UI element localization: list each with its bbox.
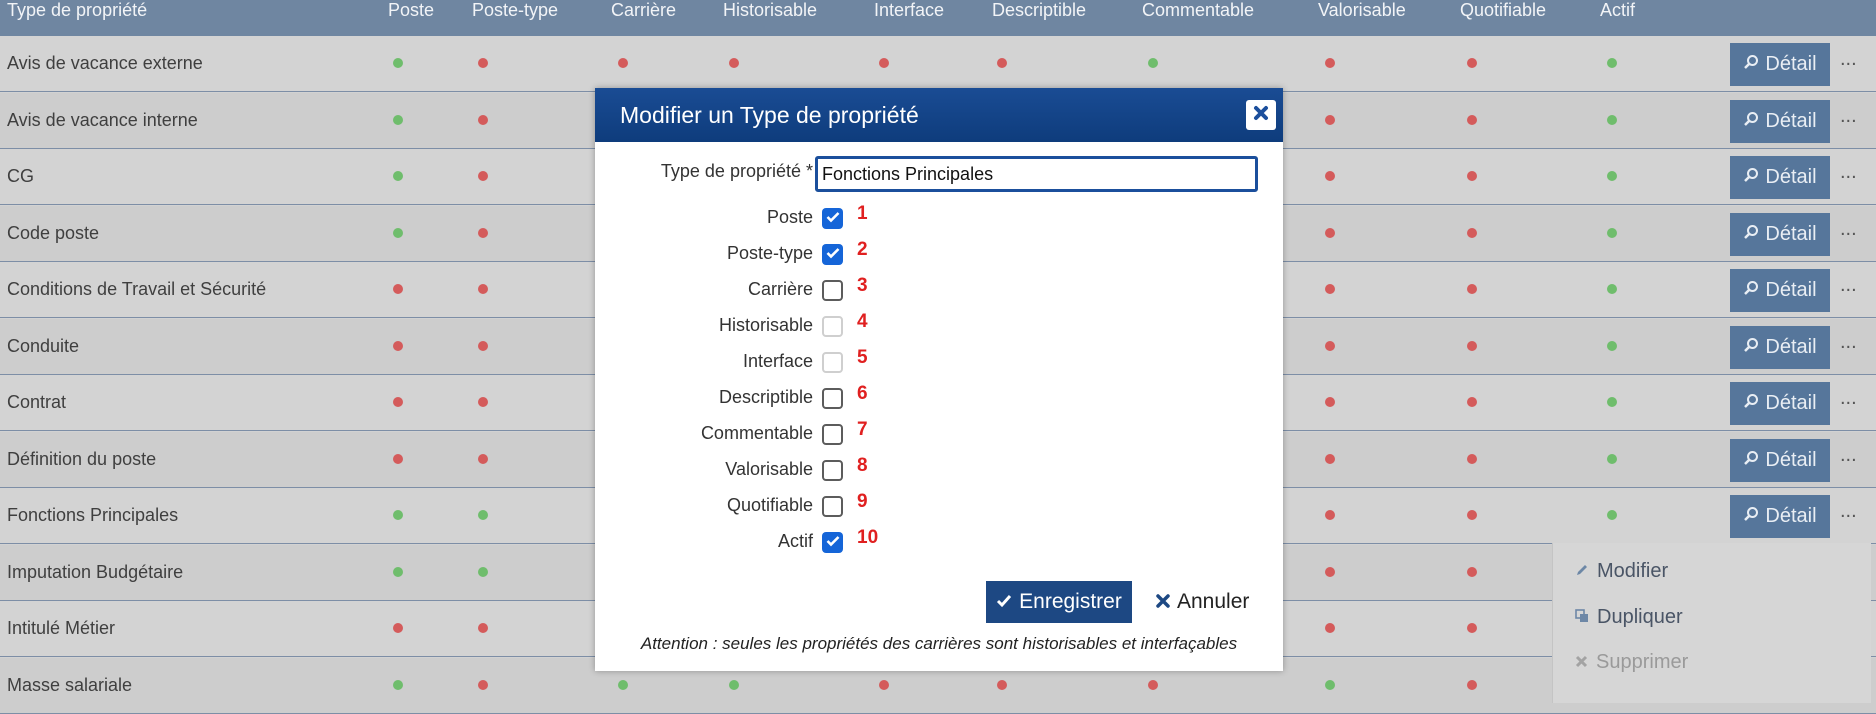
flag-checkbox[interactable]: [822, 244, 843, 265]
more-options-button[interactable]: ...: [1840, 387, 1857, 409]
status-dot-active: [1607, 228, 1617, 238]
status-dot-inactive: [1325, 510, 1335, 520]
row-context-menu: [1552, 543, 1871, 703]
x-icon: [1575, 651, 1588, 674]
row-name: Définition du poste: [7, 448, 157, 469]
flag-checkbox[interactable]: [822, 208, 843, 229]
flag-label: Descriptible: [718, 387, 813, 407]
more-options-button[interactable]: ...: [1840, 217, 1857, 240]
annotation-number: 6: [857, 383, 868, 404]
search-icon: [1743, 505, 1759, 528]
status-dot-inactive: [393, 623, 403, 633]
checkmark-icon: [826, 210, 840, 228]
table-header: [0, 0, 1876, 37]
row-name: Imputation Budgétaire: [7, 561, 184, 582]
annotation-number: 9: [857, 491, 868, 512]
status-dot-inactive: [1467, 454, 1477, 464]
status-dot-inactive: [997, 58, 1007, 68]
row-name: CG: [7, 166, 34, 186]
status-dot-inactive: [478, 171, 488, 181]
status-dot-active: [1607, 341, 1617, 351]
detail-button-label: Détail: [1765, 448, 1817, 471]
detail-button[interactable]: [1730, 269, 1830, 312]
checkmark-icon: [826, 246, 840, 264]
search-icon: [1743, 392, 1759, 415]
status-dot-inactive: [393, 284, 403, 294]
row-name: Conditions de Travail et Sécurité: [7, 279, 267, 299]
table-row[interactable]: [0, 36, 1876, 92]
cancel-button-label: Annuler: [1177, 590, 1250, 613]
detail-button-label: Détail: [1765, 392, 1817, 414]
menu-item-modify-label: Modifier: [1597, 560, 1669, 582]
status-dot-active: [393, 171, 403, 181]
status-dot-inactive: [1325, 58, 1335, 68]
check-icon: [996, 590, 1012, 614]
search-icon: [1743, 279, 1759, 302]
detail-button-label: Détail: [1765, 109, 1817, 132]
status-dot-active: [1607, 510, 1617, 520]
status-dot-inactive: [478, 115, 488, 125]
property-type-name-input[interactable]: [815, 156, 1258, 192]
status-dot-inactive: [1325, 171, 1335, 181]
search-icon: [1743, 223, 1759, 246]
row-name: Code poste: [7, 222, 100, 243]
status-dot-inactive: [1467, 510, 1477, 520]
detail-button[interactable]: [1730, 43, 1830, 86]
row-name: Intitulé Métier: [7, 618, 116, 638]
status-dot-inactive: [1467, 567, 1477, 577]
status-dot-inactive: [478, 680, 488, 690]
status-dot-inactive: [1467, 58, 1477, 68]
dialog-title: Modifier un Type de propriété: [620, 102, 919, 128]
detail-button[interactable]: [1730, 100, 1830, 143]
x-icon: [1156, 590, 1170, 614]
more-options-button[interactable]: ...: [1840, 443, 1857, 466]
status-dot-active: [1607, 454, 1617, 464]
dialog-warning-text: Attention : seules les propriétés des carrières sont historisables et interfaçables: [640, 634, 1238, 653]
property-type-name-label: Type de propriété *: [660, 161, 813, 181]
status-dot-inactive: [879, 58, 889, 68]
status-dot-inactive: [1467, 341, 1477, 351]
annotation-number: 4: [857, 311, 868, 332]
status-dot-active: [1607, 115, 1617, 125]
status-dot-inactive: [393, 341, 403, 351]
flag-label: Carrière: [747, 279, 813, 299]
menu-item-duplicate[interactable]: [1575, 606, 1683, 629]
status-dot-inactive: [478, 228, 488, 238]
status-dot-inactive: [478, 397, 488, 407]
status-dot-active: [618, 680, 628, 690]
menu-item-duplicate-label: Dupliquer: [1597, 606, 1683, 628]
flag-label: Valorisable: [725, 459, 813, 479]
status-dot-inactive: [729, 58, 739, 68]
status-dot-inactive: [1467, 284, 1477, 294]
more-options-button[interactable]: ...: [1840, 330, 1857, 353]
status-dot-inactive: [1467, 680, 1477, 690]
detail-button-label: Détail: [1765, 505, 1817, 527]
column-header[interactable]: Type de propriété: [7, 0, 148, 20]
dialog-header: [595, 88, 1283, 142]
flag-checkbox[interactable]: [822, 532, 843, 553]
status-dot-inactive: [1467, 115, 1477, 125]
copy-icon: [1575, 606, 1589, 629]
row-name: Conduite: [7, 335, 80, 356]
detail-button[interactable]: [1730, 495, 1830, 538]
search-icon: [1743, 53, 1759, 76]
status-dot-inactive: [478, 284, 488, 294]
status-dot-inactive: [1325, 284, 1335, 294]
detail-button[interactable]: [1730, 382, 1830, 425]
flag-label: Commentable: [700, 423, 813, 443]
status-dot-inactive: [1467, 228, 1477, 238]
annotation-number: 10: [857, 527, 879, 548]
annotation-number: 5: [857, 347, 868, 368]
status-dot-inactive: [1467, 623, 1477, 633]
annotation-number: 1: [857, 203, 868, 224]
flag-checkbox: [822, 352, 843, 373]
status-dot-active: [393, 680, 403, 690]
status-dot-inactive: [879, 680, 889, 690]
flag-checkbox[interactable]: [822, 460, 843, 481]
column-header[interactable]: Descriptible: [992, 0, 1087, 20]
detail-button-label: Détail: [1765, 166, 1817, 188]
search-icon: [1743, 449, 1759, 472]
flag-checkbox[interactable]: [822, 424, 843, 445]
flag-checkbox: [822, 316, 843, 337]
column-header[interactable]: Valorisable: [1318, 0, 1406, 20]
column-header[interactable]: Historisable: [723, 0, 818, 20]
status-dot-inactive: [1325, 623, 1335, 633]
status-dot-active: [478, 510, 488, 520]
status-dot-active: [1325, 680, 1335, 690]
more-options-button[interactable]: ...: [1840, 500, 1857, 522]
status-dot-inactive: [478, 454, 488, 464]
status-dot-inactive: [997, 680, 1007, 690]
column-header[interactable]: Quotifiable: [1460, 0, 1547, 20]
menu-item-delete[interactable]: [1575, 651, 1688, 674]
more-options-button[interactable]: ...: [1840, 161, 1857, 183]
status-dot-active: [393, 58, 403, 68]
flag-label: Poste-type: [726, 243, 813, 263]
row-name: Masse salariale: [7, 674, 133, 695]
column-header[interactable]: Carrière: [611, 0, 677, 20]
pencil-icon: [1575, 560, 1589, 583]
more-options-button[interactable]: ...: [1840, 104, 1857, 127]
save-button[interactable]: [986, 581, 1132, 623]
status-dot-active: [393, 228, 403, 238]
row-name: Contrat: [7, 392, 67, 412]
checkmark-icon: [826, 534, 840, 552]
status-dot-active: [1607, 397, 1617, 407]
detail-button[interactable]: [1730, 439, 1830, 482]
column-header[interactable]: Poste: [388, 0, 435, 20]
flag-checkbox[interactable]: [822, 280, 843, 301]
status-dot-inactive: [478, 623, 488, 633]
search-icon: [1743, 110, 1759, 133]
dialog-close-button[interactable]: [1246, 100, 1276, 130]
status-dot-inactive: [1325, 115, 1335, 125]
column-header[interactable]: Poste-type: [472, 0, 559, 20]
row-name: Fonctions Principales: [7, 505, 179, 525]
status-dot-inactive: [1467, 397, 1477, 407]
status-dot-inactive: [1148, 680, 1158, 690]
status-dot-inactive: [478, 341, 488, 351]
annotation-number: 7: [857, 419, 868, 440]
status-dot-active: [478, 567, 488, 577]
detail-button[interactable]: [1730, 156, 1830, 199]
detail-button[interactable]: [1730, 326, 1830, 369]
status-dot-active: [393, 115, 403, 125]
column-header[interactable]: Interface: [874, 0, 945, 20]
flag-label: Quotifiable: [726, 495, 813, 515]
status-dot-inactive: [1325, 341, 1335, 351]
cancel-button[interactable]: [1150, 581, 1255, 623]
annotation-number: 3: [857, 275, 868, 296]
search-icon: [1743, 336, 1759, 359]
search-icon: [1743, 166, 1759, 189]
annotation-number: 2: [857, 239, 868, 260]
menu-item-modify[interactable]: [1575, 560, 1668, 583]
flag-label: Poste: [766, 207, 813, 227]
status-dot-active: [1148, 58, 1158, 68]
close-icon: [1253, 105, 1269, 126]
status-dot-inactive: [1325, 454, 1335, 464]
menu-item-delete-label: Supprimer: [1596, 651, 1689, 673]
flag-checkbox[interactable]: [822, 388, 843, 409]
flag-label: Actif: [777, 531, 813, 551]
annotation-number: 8: [857, 455, 868, 476]
row-name: Avis de vacance externe: [7, 53, 203, 73]
flag-label: Interface: [742, 351, 813, 371]
detail-button-label: Détail: [1765, 279, 1817, 301]
flag-checkbox[interactable]: [822, 496, 843, 517]
detail-button-label: Détail: [1765, 335, 1817, 358]
status-dot-active: [393, 567, 403, 577]
status-dot-active: [1607, 284, 1617, 294]
status-dot-inactive: [393, 454, 403, 464]
flag-label: Historisable: [718, 315, 813, 335]
status-dot-inactive: [618, 58, 628, 68]
status-dot-inactive: [1467, 171, 1477, 181]
edit-property-type-dialog: [595, 88, 1283, 671]
status-dot-inactive: [393, 397, 403, 407]
save-button-label: Enregistrer: [1019, 590, 1122, 613]
status-dot-active: [393, 510, 403, 520]
status-dot-inactive: [478, 58, 488, 68]
status-dot-inactive: [1325, 228, 1335, 238]
more-options-button[interactable]: ...: [1840, 48, 1857, 70]
detail-button[interactable]: [1730, 213, 1830, 256]
status-dot-active: [1607, 58, 1617, 68]
status-dot-inactive: [1325, 397, 1335, 407]
status-dot-inactive: [1325, 567, 1335, 577]
column-header[interactable]: Commentable: [1142, 0, 1255, 20]
detail-button-label: Détail: [1765, 53, 1817, 75]
status-dot-active: [1607, 171, 1617, 181]
detail-button-label: Détail: [1765, 222, 1817, 245]
row-name: Avis de vacance interne: [7, 109, 198, 130]
status-dot-active: [729, 680, 739, 690]
column-header[interactable]: Actif: [1600, 0, 1636, 20]
more-options-button[interactable]: ...: [1840, 274, 1857, 296]
